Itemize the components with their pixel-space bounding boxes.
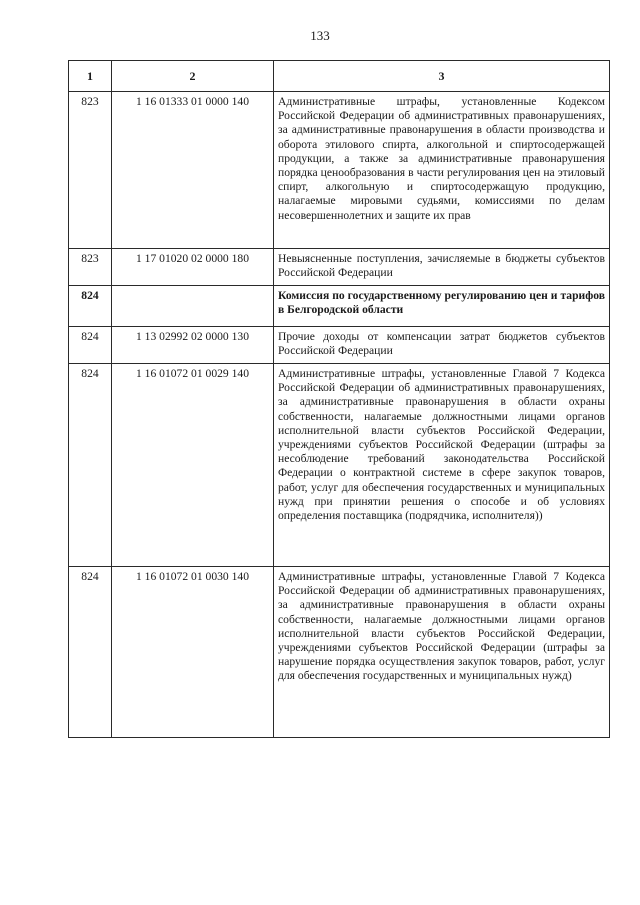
description-cell: Административные штрафы, установленные Кодексом Российской Федерации об административных правонарушениях, за административные правонарушения в области производства и оборота этилового спирта, алкогольной и спиртосодержащей продукции, а также за административные правонарушения порядка ценообразования в части регулирования цен на этиловый спирт, алкогольную и спиртосодержащую продукцию, налагаемые мировыми судьями, комиссиями по делам несовершеннолетних и защите их прав bbox=[274, 92, 610, 249]
description-cell: Прочие доходы от компенсации затрат бюджетов субъектов Российской Федерации bbox=[274, 327, 610, 364]
kbk-code-cell: 1 17 01020 02 0000 180 bbox=[112, 249, 274, 286]
column-header-3: 3 bbox=[274, 61, 610, 92]
kbk-code-cell: 1 13 02992 02 0000 130 bbox=[112, 327, 274, 364]
kbk-code-cell bbox=[112, 286, 274, 327]
admin-code-cell: 824 bbox=[69, 364, 112, 567]
admin-code-cell: 823 bbox=[69, 249, 112, 286]
table-row bbox=[69, 567, 610, 738]
description-cell: Административные штрафы, установленные Главой 7 Кодекса Российской Федерации об административных правонарушениях, за административные правонарушения в области охраны собственности, налагаемые должностными лицами органов исполнительной власти субъектов Российской Федерации, учреждениями субъектов Российской Федерации (штрафы за нарушение порядка осуществления закупок товаров, работ, услуг для обеспечения государственных и муниципальных нужд) bbox=[274, 567, 610, 738]
column-header-2: 2 bbox=[112, 61, 274, 92]
admin-code-cell: 824 bbox=[69, 567, 112, 738]
table-row-section-heading bbox=[69, 286, 610, 327]
table-row bbox=[69, 249, 610, 286]
page-number: 133 bbox=[310, 28, 330, 43]
column-header-1: 1 bbox=[69, 61, 112, 92]
kbk-code-cell: 1 16 01072 01 0029 140 bbox=[112, 364, 274, 567]
table-header-row bbox=[69, 61, 610, 92]
admin-code-cell: 824 bbox=[69, 327, 112, 364]
description-cell: Невыясненные поступления, зачисляемые в бюджеты субъектов Российской Федерации bbox=[274, 249, 610, 286]
admin-code-cell: 824 bbox=[69, 286, 112, 327]
table-row bbox=[69, 364, 610, 567]
section-heading-cell: Комиссия по государственному регулированию цен и тарифов в Белгородской области bbox=[274, 286, 610, 327]
revenue-codes-table bbox=[68, 60, 610, 738]
kbk-code-cell: 1 16 01072 01 0030 140 bbox=[112, 567, 274, 738]
description-cell: Административные штрафы, установленные Главой 7 Кодекса Российской Федерации об административных правонарушениях, за административные правонарушения в области охраны собственности, налагаемые должностными лицами органов исполнительной власти субъектов Российской Федерации, учреждениями субъектов Российской Федерации (штрафы за несоблюдение требований законодательства Российской Федерации о контрактной системе в сфере закупок товаров, работ, услуг для обеспечения государственных и муниципальных нужд при принятии решения о способе и об условиях определения поставщика (подрядчика, исполнителя)) bbox=[274, 364, 610, 567]
table-row bbox=[69, 92, 610, 249]
admin-code-cell: 823 bbox=[69, 92, 112, 249]
table-row bbox=[69, 327, 610, 364]
kbk-code-cell: 1 16 01333 01 0000 140 bbox=[112, 92, 274, 249]
